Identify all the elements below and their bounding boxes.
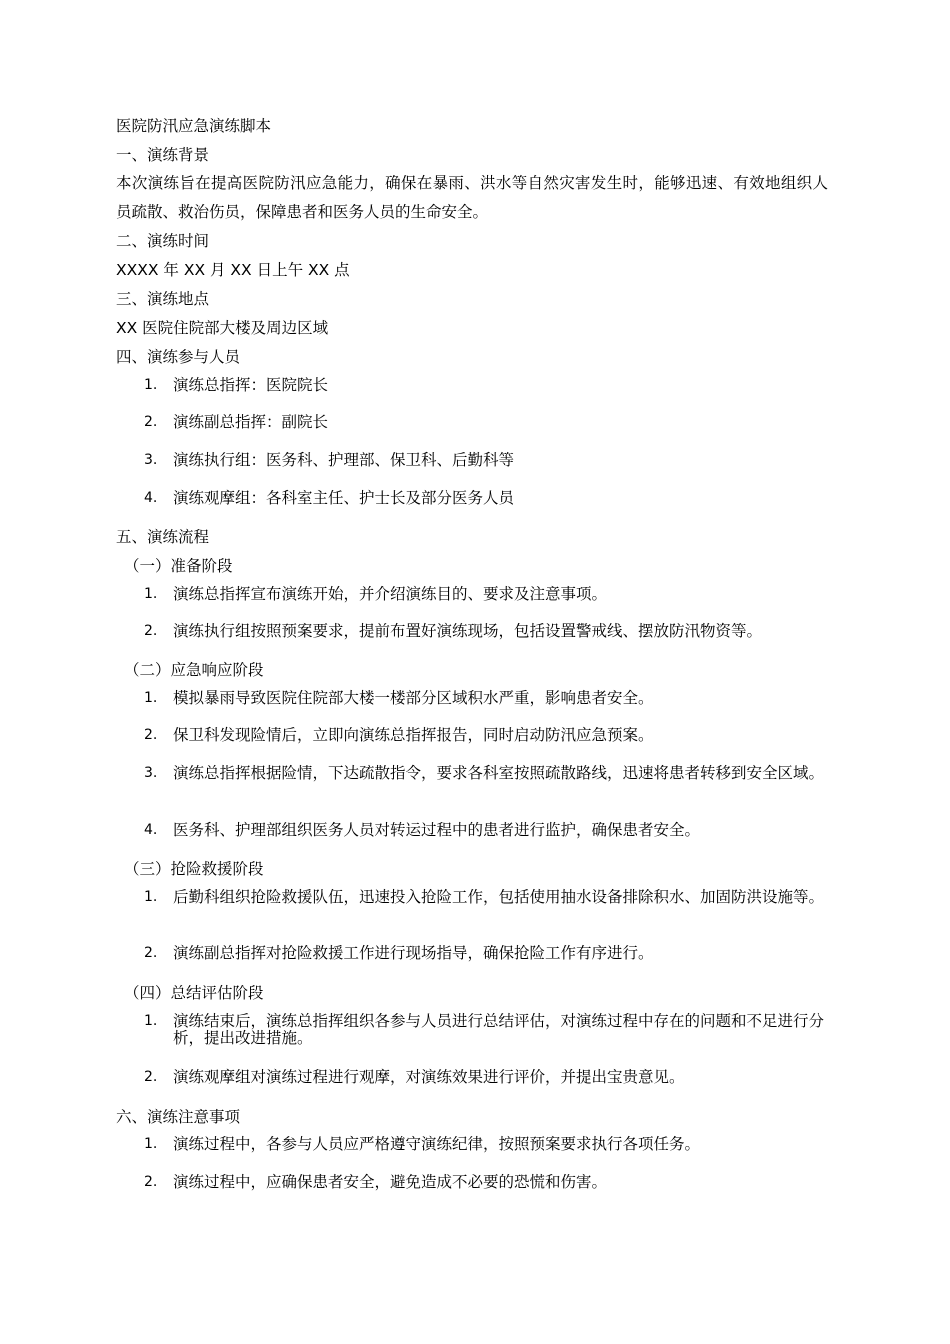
list-number: 3. bbox=[144, 452, 158, 468]
list-number: 4. bbox=[144, 490, 158, 506]
list-text: 演练观摩组对演练过程进行观摩，对演练效果进行评价，并提出宝贵意见。 bbox=[173, 1068, 685, 1086]
phase-heading-response: （二）应急响应阶段 bbox=[124, 661, 264, 679]
list-number: 1. bbox=[144, 377, 158, 393]
section-heading-participants: 四、演练参与人员 bbox=[116, 348, 241, 366]
list-text: 保卫科发现险情后，立即向演练总指挥报告，同时启动防汛应急预案。 bbox=[173, 726, 654, 744]
phase-heading-rescue: （三）抢险救援阶段 bbox=[124, 860, 264, 878]
list-number: 2. bbox=[144, 414, 158, 430]
list-text: 演练过程中，各参与人员应严格遵守演练纪律，按照预案要求执行各项任务。 bbox=[173, 1135, 701, 1153]
section-heading-background: 一、演练背景 bbox=[116, 146, 210, 164]
list-text: 演练副总指挥：副院长 bbox=[173, 413, 329, 431]
list-number: 2. bbox=[144, 1174, 158, 1190]
list-number: 1. bbox=[144, 1013, 158, 1029]
list-number: 1. bbox=[144, 1136, 158, 1152]
list-text: 演练过程中，应确保患者安全，避免造成不必要的恐慌和伤害。 bbox=[173, 1173, 608, 1191]
list-text: 演练结束后，演练总指挥组织各参与人员进行总结评估，对演练过程中存在的问题和不足进行分析，提出改进措施。 bbox=[173, 1012, 825, 1047]
section-heading-precautions: 六、演练注意事项 bbox=[116, 1108, 241, 1126]
list-text: 医务科、护理部组织医务人员对转运过程中的患者进行监护，确保患者安全。 bbox=[173, 821, 701, 839]
section-heading-location: 三、演练地点 bbox=[116, 290, 210, 308]
list-text: 演练副总指挥对抢险救援工作进行现场指导，确保抢险工作有序进行。 bbox=[173, 944, 654, 962]
list-text: 模拟暴雨导致医院住院部大楼一楼部分区域积水严重，影响患者安全。 bbox=[173, 689, 654, 707]
list-number: 4. bbox=[144, 822, 158, 838]
list-text: 演练总指挥根据险情，下达疏散指令，要求各科室按照疏散路线，迅速将患者转移到安全区域。 bbox=[173, 764, 825, 782]
list-number: 1. bbox=[144, 690, 158, 706]
list-text: 后勤科组织抢险救援队伍，迅速投入抢险工作，包括使用抽水设备排除积水、加固防洪设施等。 bbox=[173, 888, 825, 906]
list-number: 3. bbox=[144, 765, 158, 781]
list-number: 2. bbox=[144, 1069, 158, 1085]
list-text: 演练观摩组：各科室主任、护士长及部分医务人员 bbox=[173, 489, 515, 507]
phase-heading-preparation: （一）准备阶段 bbox=[124, 557, 233, 575]
time-text: XXXX 年 XX 月 XX 日上午 XX 点 bbox=[116, 261, 350, 279]
background-paragraph: 本次演练旨在提高医院防汛应急能力，确保在暴雨、洪水等自然灾害发生时，能够迅速、有效地组织人员疏散、救治伤员，保障患者和医务人员的生命安全。 bbox=[116, 174, 828, 221]
list-text: 演练总指挥：医院院长 bbox=[173, 376, 329, 394]
list-text: 演练执行组：医务科、护理部、保卫科、后勤科等 bbox=[173, 451, 515, 469]
list-number: 2. bbox=[144, 945, 158, 961]
section-heading-time: 二、演练时间 bbox=[116, 232, 210, 250]
phase-heading-evaluation: （四）总结评估阶段 bbox=[124, 984, 264, 1002]
list-number: 2. bbox=[144, 727, 158, 743]
list-text: 演练总指挥宣布演练开始，并介绍演练目的、要求及注意事项。 bbox=[173, 585, 608, 603]
list-number: 2. bbox=[144, 623, 158, 639]
list-number: 1. bbox=[144, 889, 158, 905]
location-text: XX 医院住院部大楼及周边区域 bbox=[116, 319, 329, 337]
section-heading-procedure: 五、演练流程 bbox=[116, 528, 210, 546]
document-title: 医院防汛应急演练脚本 bbox=[116, 117, 272, 135]
list-number: 1. bbox=[144, 586, 158, 602]
list-text: 演练执行组按照预案要求，提前布置好演练现场，包括设置警戒线、摆放防汛物资等。 bbox=[173, 622, 763, 640]
